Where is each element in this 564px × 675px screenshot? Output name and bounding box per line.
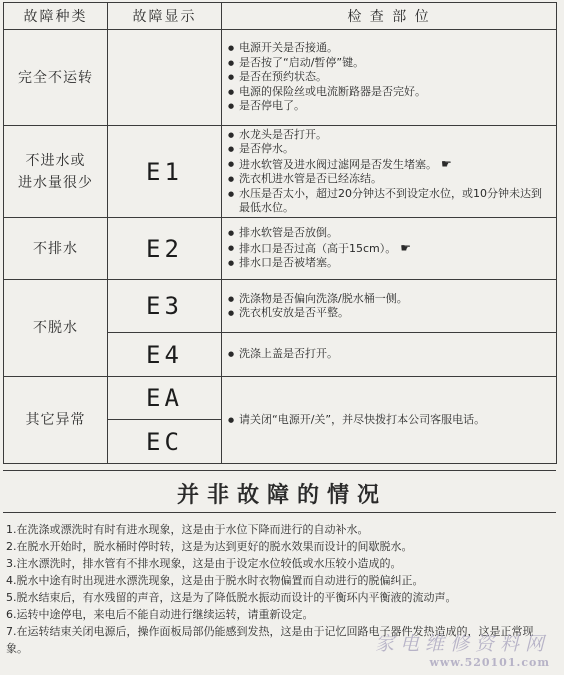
check-item: ● 是否停水。: [228, 142, 548, 157]
table-row: [4, 218, 557, 280]
section-divider-top: [3, 470, 556, 471]
header-fault-display: 故障显示: [108, 3, 222, 30]
fault-type-cell: [4, 30, 108, 126]
note-item: 5.脱水结束后，有水残留的声音，这是为了降低脱水振动而设计的平衡环内平衡液的流动声。: [6, 591, 457, 604]
fault-code-e1: E1: [108, 126, 222, 218]
check-list: [228, 226, 548, 271]
table-row: [4, 30, 557, 126]
fault-type-cell: [4, 377, 108, 464]
check-item: ● 洗衣机进水管是否已经冻结。: [228, 172, 548, 187]
fault-table: [3, 2, 557, 464]
fault-type-cell: [4, 126, 108, 218]
watermark-text: 家电维修资料网: [374, 633, 550, 655]
check-item: ● 是否停电了。: [228, 99, 548, 114]
check-item: ● 排水口是否被堵塞。: [228, 256, 548, 271]
check-item: ● 洗衣机安放是否平整。: [228, 306, 548, 321]
table-row: [4, 280, 557, 333]
fault-type-cell: [4, 280, 108, 377]
check-item: ● 电源开关是否接通。: [228, 41, 548, 56]
fault-code-e3: E3: [108, 280, 222, 333]
check-items-cell: [222, 30, 557, 126]
fault-code-cell: [108, 30, 222, 126]
section-divider-bottom: [3, 512, 556, 513]
check-items-cell: [222, 280, 557, 333]
fault-type-label: 不脱水: [33, 320, 78, 336]
check-list: [228, 347, 548, 362]
check-item-text: 进水软管及进水阀过滤网是否发生堵塞。: [239, 157, 437, 171]
fault-code-ec: EC: [108, 420, 222, 464]
check-items-cell: [222, 377, 557, 464]
fault-code-e4: E4: [108, 333, 222, 377]
note-item: 3.注水漂洗时，排水管有不排水现象，这是由于设定水位较低或水压较小造成的。: [6, 557, 402, 570]
check-item: ● 请关闭“电源开/关”，并尽快拨打本公司客服电话。: [228, 413, 548, 428]
check-items-cell: [222, 333, 557, 377]
fault-type-cell: [4, 218, 108, 280]
watermark-url: www.520101.com: [429, 656, 550, 669]
check-item: ● 洗涤上盖是否打开。: [228, 347, 548, 362]
check-item: ● 排水软管是否放倒。: [228, 226, 548, 241]
note-item: 4.脱水中途有时出现进水漂洗现象，这是由于脱水时衣物偏置而自动进行的脱偏纠正。: [6, 574, 424, 587]
check-list: [228, 41, 548, 114]
check-item-text: 排水口是否过高（高于15cm）。: [239, 241, 397, 255]
note-item: 2.在脱水开始时，脱水桶时停时转，这是为达到更好的脱水效果而设计的间歇脱水。: [6, 540, 413, 553]
check-item: ● 是否按了“启动/暂停”键。: [228, 56, 548, 71]
check-item: ● 是否在预约状态。: [228, 70, 548, 85]
watermark: [375, 629, 550, 669]
fault-code-ea: EA: [108, 377, 222, 420]
table-row: [4, 126, 557, 218]
fault-type-label: 不进水或: [25, 152, 86, 169]
fault-type-label: 完全不运转: [18, 69, 93, 86]
fault-type-label: 进水量很少: [18, 174, 93, 191]
check-list: [228, 128, 548, 216]
table-row: [4, 377, 557, 420]
table-header-row: [4, 3, 557, 30]
fault-type-label: 不排水: [33, 240, 78, 257]
check-item: [228, 241, 548, 257]
header-fault-type: 故障种类: [4, 3, 108, 30]
note-item: 7.在运转结束关闭电源后，操作面板局部仍能感到发热，这是由于记忆回路电子器件发热造成的，这是正常现象。: [6, 625, 534, 655]
fault-code-e2: E2: [108, 218, 222, 280]
pointing-hand-icon: ☛: [441, 156, 452, 171]
check-items-cell: [222, 218, 557, 280]
header-check-items: 检 查 部 位: [222, 3, 557, 30]
section-title: 并非故障的情况: [176, 483, 387, 508]
fault-type-label: 其它异常: [25, 412, 86, 428]
check-list: [228, 292, 548, 321]
check-item: ● 洗涤物是否偏向洗涤/脱水桶一侧。: [228, 292, 548, 307]
note-item: 6.运转中途停电，来电后不能自动进行继续运转，请重新设定。: [6, 608, 314, 621]
check-item: ● 水龙头是否打开。: [228, 128, 548, 143]
check-list: [228, 413, 548, 428]
check-item: ● 电源的保险丝或电流断路器是否完好。: [228, 85, 548, 100]
check-items-cell: [222, 126, 557, 218]
pointing-hand-icon: ☛: [400, 240, 412, 255]
check-item: [228, 157, 548, 173]
note-item: 1.在洗涤或漂洗时有时有进水现象，这是由于水位下降而进行的自动补水。: [6, 523, 369, 536]
check-item: ● 水压是否太小，超过20分钟达不到设定水位，或10分钟未达到最低水位。: [228, 187, 548, 216]
